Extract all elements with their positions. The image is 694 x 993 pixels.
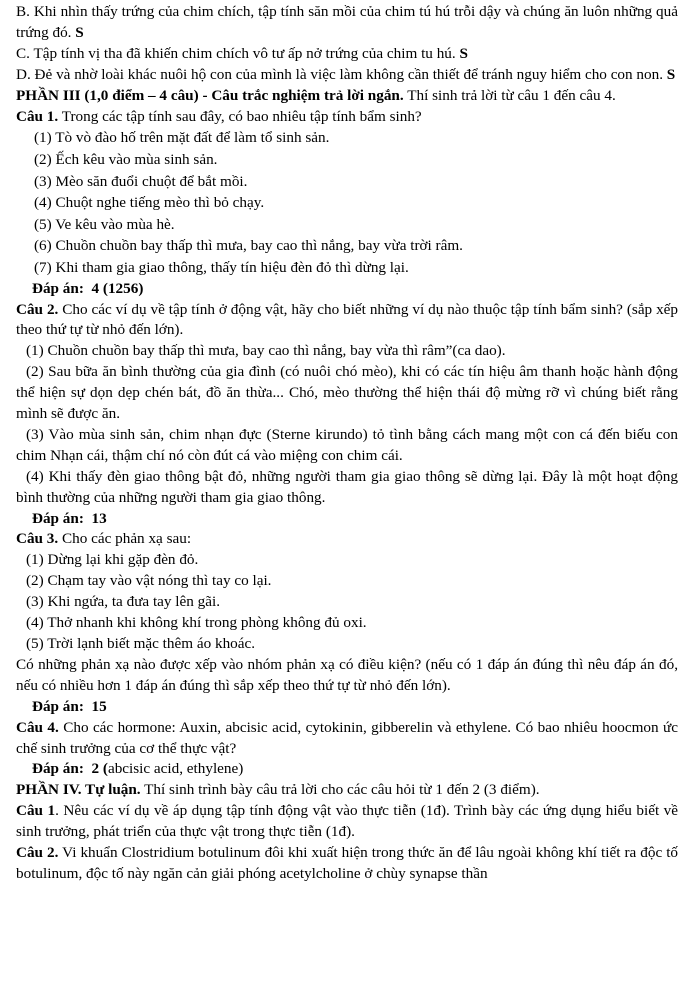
q3-question: Có những phản xạ nào được xếp vào nhóm phản xạ có điều kiện? (nếu có 1 đáp án đúng thì nêu đáp án đó, nếu có nhiều hơn 1 đáp án đúng thì sắp xếp theo thứ tự từ nhỏ đến lớn). xyxy=(16,655,678,694)
q1-stem: Câu 1. Trong các tập tính sau đây, có bao nhiêu tập tính bẩm sinh? xyxy=(16,107,422,125)
part4-heading: PHẦN IV. Tự luận. Thí sinh trình bày câu trả lời cho các câu hỏi từ 1 đến 2 (3 điểm). xyxy=(16,781,540,799)
q3-item: (3) Khi ngứa, ta đưa tay lên gãi. xyxy=(26,593,221,611)
q2-stem: Câu 2. Cho các ví dụ về tập tính ở động vật, hãy cho biết những ví dụ nào thuộc tập tính bẩm sinh? (sắp xếp theo thứ tự từ nhỏ đến lớn). xyxy=(16,300,679,339)
q1-item: (2) Ếch kêu vào mùa sinh sản. xyxy=(34,151,218,169)
q2-item: (2) Sau bữa ăn bình thường của gia đình (có nuôi chó mèo), khi có các tín hiệu âm thanh hoặc hành động thể hiện sự dọn dẹp chén bát, đồ ăn thừa... Chó, mèo thường thể hiện thái độ mừng rỡ vì chúng biết rằng mình sẽ được ăn. xyxy=(16,363,678,423)
q1-item: (6) Chuồn chuồn bay thấp thì mưa, bay cao thì nắng, bay vừa trời râm. xyxy=(34,237,463,255)
q2-item: (3) Vào mùa sinh sản, chim nhạn đực (Sterne kirundo) tỏ tình bằng cách mang một con cá đến biếu con chim Nhạn cái, thậm chí nó còn đút cá vào miệng con chim cái. xyxy=(16,425,678,464)
q3-stem: Câu 3. Cho các phản xạ sau: xyxy=(16,530,192,548)
q3-answer: Đáp án: 15 xyxy=(32,697,107,715)
option-c: C. Tập tính vị tha đã khiến chim chích vô tư ấp nở trứng của chim tu hú. S xyxy=(16,44,468,62)
q2-item: (1) Chuồn chuồn bay thấp thì mưa, bay cao thì nắng, bay vừa thì râm”(ca dao). xyxy=(26,342,506,360)
q4-stem: Câu 4. Cho các hormone: Auxin, abcisic acid, cytokinin, gibberelin và ethylene. Có bao nhiêu hoocmon ức chế sinh trưởng của cơ thể thực vật? xyxy=(16,718,678,757)
q1-item: (5) Ve kêu vào mùa hè. xyxy=(34,215,175,233)
q1-item: (1) Tò vò đào hố trên mặt đất để làm tổ sinh sản. xyxy=(34,129,330,147)
q2-answer: Đáp án: 13 xyxy=(32,509,107,527)
option-b: B. Khi nhìn thấy trứng của chim chích, tập tính săn mồi của chim tú hú trỗi dậy và chúng ăn luôn những quả trứng đó. S xyxy=(16,3,678,41)
q4-answer: Đáp án: 2 (abcisic acid, ethylene) xyxy=(32,760,244,778)
part4-q1: Câu 1. Nêu các ví dụ về áp dụng tập tính động vật vào thực tiễn (1đ). Trình bày các ứng dụng hiểu biết về sinh trưởng, phát triển của thực vật trong thực tiễn (1đ). xyxy=(16,802,679,841)
q3-item: (2) Chạm tay vào vật nóng thì tay co lại. xyxy=(26,572,272,590)
q1-item: (4) Chuột nghe tiếng mèo thì bỏ chạy. xyxy=(34,194,265,212)
q2-item: (4) Khi thấy đèn giao thông bật đỏ, những người tham gia giao thông sẽ dừng lại. Đây là một hoạt động bình thường của những người tham gia giao thông. xyxy=(16,467,678,506)
q3-item: (5) Trời lạnh biết mặc thêm áo khoác. xyxy=(26,635,256,652)
option-d: D. Đẻ và nhờ loài khác nuôi hộ con của mình là việc làm không cần thiết để tránh nguy hiểm cho con non. S xyxy=(16,65,676,83)
q3-item: (1) Dừng lại khi gặp đèn đỏ. xyxy=(26,551,199,569)
q1-item: (3) Mèo săn đuổi chuột để bắt mồi. xyxy=(34,172,248,190)
q1-item: (7) Khi tham gia giao thông, thấy tín hiệu đèn đỏ thì dừng lại. xyxy=(34,259,409,276)
part4-q2: Câu 2. Vi khuẩn Clostridium botulinum đôi khi xuất hiện trong thức ăn để lâu ngoài không khí tiết ra độc tố botulinum, độc tố này ngăn cản giải phóng acetylcholine ở chùy synapse thần xyxy=(16,844,679,882)
part3-heading: PHẦN III (1,0 điểm – 4 câu) - Câu trắc nghiệm trả lời ngắn. Thí sinh trả lời từ câu 1 đến câu 4. xyxy=(16,86,616,104)
q3-item: (4) Thở nhanh khi không khí trong phòng không đủ oxi. xyxy=(26,614,367,632)
q1-answer: Đáp án: 4 (1256) xyxy=(32,279,144,297)
